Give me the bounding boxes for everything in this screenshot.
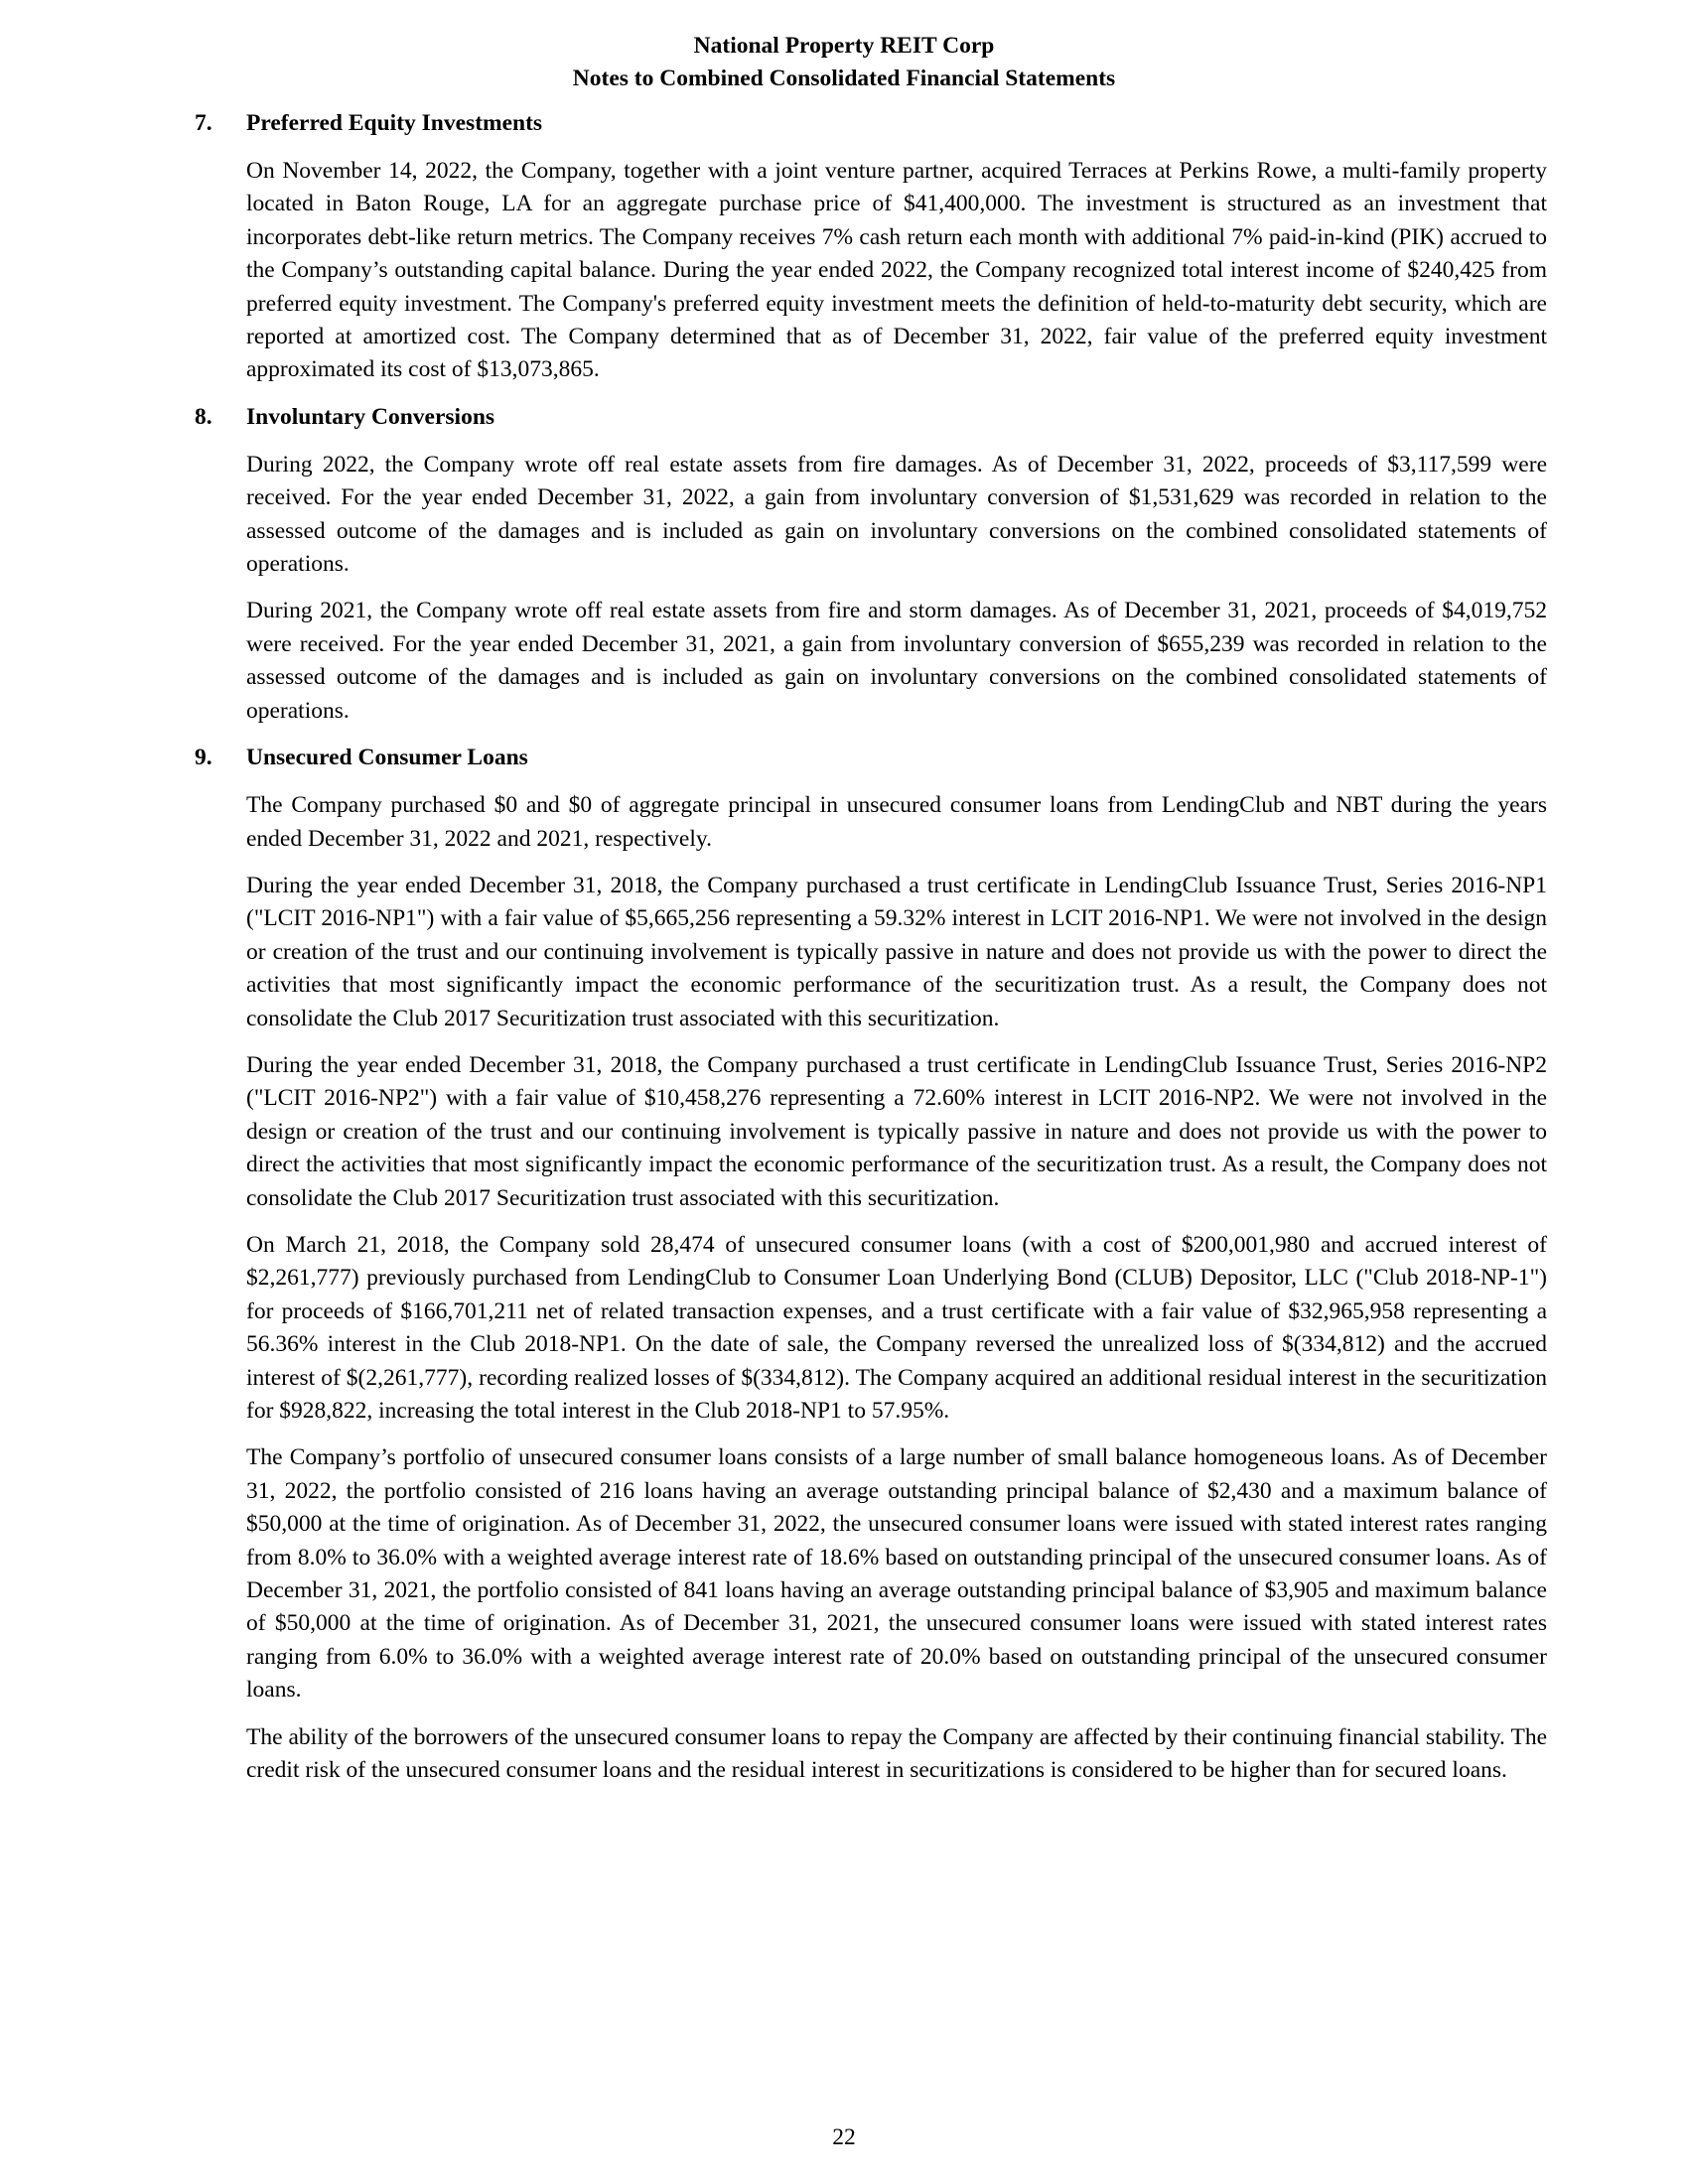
section-title: Preferred Equity Investments bbox=[246, 110, 543, 136]
paragraph: The ability of the borrowers of the unsecured consumer loans to repay the Company are affected by their continuing financial stability. The credit risk of the unsecured consumer loans and the residual interest in securitizations is considered to be higher than for secured loans. bbox=[246, 1723, 1547, 1784]
paragraph: The Company’s portfolio of unsecured consumer loans consists of a large number of small balance homogeneous loans. As of December 31, 2022, the portfolio consisted of 216 loans having an average outstanding principal balance of $2,430 and a maximum balance of $50,000 at the time of origination. As of December 31, 2022, the unsecured consumer loans were issued with stated interest rates ranging from 8.0% to 36.0% with a weighted average interest rate of 18.6% based on outstanding principal of the unsecured consumer loans. As of December 31, 2021, the portfolio consisted of 841 loans having an average outstanding principal balance of $3,905 and maximum balance of $50,000 at the time of origination. As of December 31, 2021, the unsecured consumer loans were issued with stated interest rates ranging from 6.0% to 36.0% with a weighted average interest rate of 20.0% based on outstanding principal of the unsecured consumer loans. bbox=[246, 1444, 1547, 1704]
page-number: 22 bbox=[832, 2124, 856, 2150]
section-title: Involuntary Conversions bbox=[246, 403, 495, 430]
section-number: 9. bbox=[195, 745, 212, 771]
company-name: National Property REIT Corp bbox=[693, 33, 995, 59]
page-header bbox=[0, 30, 1688, 95]
document-subtitle: Notes to Combined Consolidated Financial Statements bbox=[572, 66, 1116, 91]
paragraph: During 2022, the Company wrote off real estate assets from fire damages. As of December 31, 2022, proceeds of $3,117,599 were received. For the year ended December 31, 2022, a gain from involuntary conversion of $1,531,629 was recorded in relation to the assessed outcome of the damages and is included as gain on involuntary conversions on the combined consolidated statements of operations. bbox=[246, 451, 1547, 578]
section-heading bbox=[195, 107, 1547, 140]
section-number: 8. bbox=[195, 403, 212, 430]
section-heading bbox=[195, 742, 1547, 774]
paragraph: During the year ended December 31, 2018, the Company purchased a trust certificate in LendingClub Issuance Trust, Series 2016-NP2 ("LCIT 2016-NP2") with a fair value of $10,458,276 representing a 72.60% interest in LCIT 2016-NP2. We were not involved in the design or creation of the trust and our continuing involvement is typically passive in nature and does not provide us with the power to direct the activities that most significantly impact the economic performance of the securitization trust. As a result, the Company does not consolidate the Club 2017 Securitization trust associated with this securitization. bbox=[246, 1051, 1547, 1211]
section-title: Unsecured Consumer Loans bbox=[246, 745, 528, 771]
section-involuntary-conversions bbox=[195, 401, 1547, 728]
section-number: 7. bbox=[195, 110, 212, 136]
paragraph: During the year ended December 31, 2018, the Company purchased a trust certificate in LendingClub Issuance Trust, Series 2016-NP1 ("LCIT 2016-NP1") with a fair value of $5,665,256 representing a 59.32% interest in LCIT 2016-NP1. We were not involved in the design or creation of the trust and our continuing involvement is typically passive in nature and does not provide us with the power to direct the activities that most significantly impact the economic performance of the securitization trust. As a result, the Company does not consolidate the Club 2017 Securitization trust associated with this securitization. bbox=[246, 872, 1547, 1031]
paragraph: On November 14, 2022, the Company, together with a joint venture partner, acquired Terraces at Perkins Rowe, a multi-family property located in Baton Rouge, LA for an aggregate purchase price of $41,400,000. The investment is structured as an investment that incorporates debt-like return metrics. The Company receives 7% cash return each month with additional 7% paid-in-kind (PIK) accrued to the Company’s outstanding capital balance. During the year ended 2022, the Company recognized total interest income of $240,425 from preferred equity investment. The Company's preferred equity investment meets the definition of held-to-maturity debt security, which are reported at amortized cost. The Company determined that as of December 31, 2022, fair value of the preferred equity investment approximated its cost of $13,073,865. bbox=[246, 158, 1547, 383]
paragraph: The Company purchased $0 and $0 of aggregate principal in unsecured consumer loans from LendingClub and NBT during the years ended December 31, 2022 and 2021, respectively. bbox=[246, 792, 1547, 852]
section-preferred-equity-investments bbox=[195, 107, 1547, 387]
document-body bbox=[195, 107, 1547, 1801]
paragraph: On March 21, 2018, the Company sold 28,474 of unsecured consumer loans (with a cost of $200,001,980 and accrued interest of $2,261,777) previously purchased from LendingClub to Consumer Loan Underlying Bond (CLUB) Depositor, LLC ("Club 2018-NP-1") for proceeds of $166,701,211 net of related transaction expenses, and a trust certificate with a fair value of $32,965,958 representing a 56.36% interest in the Club 2018-NP1. On the date of sale, the Company reversed the unrealized loss of $(334,812) and the accrued interest of $(2,261,777), recording realized losses of $(334,812). The Company acquired an additional residual interest in the securitization for $928,822, increasing the total interest in the Club 2018-NP1 to 57.95%. bbox=[246, 1231, 1547, 1424]
section-unsecured-consumer-loans bbox=[195, 742, 1547, 1787]
paragraph: During 2021, the Company wrote off real estate assets from fire and storm damages. As of December 31, 2021, proceeds of $4,019,752 were received. For the year ended December 31, 2021, a gain from involuntary conversion of $655,239 was recorded in relation to the assessed outcome of the damages and is included as gain on involuntary conversions on the combined consolidated statements of operations. bbox=[246, 598, 1547, 724]
section-heading bbox=[195, 401, 1547, 434]
